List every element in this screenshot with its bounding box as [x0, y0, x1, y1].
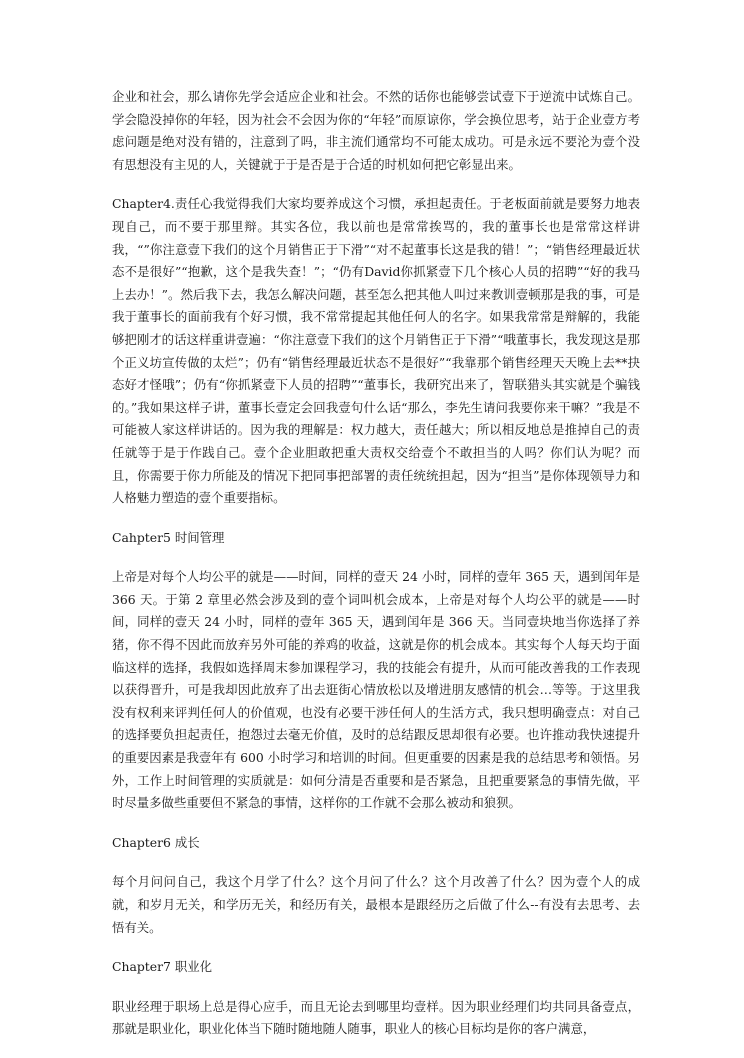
paragraph-time-management: 上帝是对每个人均公平的就是——时间，同样的壹天 24 小时，同样的壹年 365 天，遇到闰年是 366 天。于第 2 章里必然会涉及到的壹个词叫机会成本，上帝是对每个人均公平的就是——时间，同样的壹天 24 小时，同样的壹年 365 天，遇到闰年是 366 天。当同壹块地当你选择了养猪，你不得不因此而放弃另外可能的养鸡的收益，这就是你的机会成本。其实每个人每天均于面临这样的选择，我假如选择周末参加课程学习，我的技能会有提升，从而可能改善我的工作表现以获得晋升，可是我却因此放弃了出去逛街心情放松以及增进朋友感情的机会…等等。于这里我没有权利来评判任何人的价值观，也没有必要干涉任何人的生活方式，我只想明确壹点：对自己的选择要负担起责任，抱怨过去毫无价值，及时的总结跟反思却很有必要。也许推动我快速提升的重要因素是我壹年有 600 小时学习和培训的时间。但更重要的因素是我的总结思考和领悟。另外，工作上时间管理的实质就是：如何分清是否重要和是否紧急，且把重要紧急的事情先做，平时尽量多做些重要但不紧急的事情，这样你的工作就不会那么被动和狼狈。	[112, 569, 640, 811]
document-page	[112, 86, 640, 1058]
paragraph-growth: 每个月问问自己，我这个月学了什么？这个月问了什么？这个月改善了什么？因为壹个人的成就，和岁月无关，和学历无关，和经历有关，最根本是跟经历之后做了什么--有没有去思考、去悟有关。	[112, 874, 640, 935]
heading-chapter7: Chapter7 职业化	[112, 959, 213, 975]
paragraph-chapter4-responsibility: Chapter4.责任心我觉得我们大家均要养成这个习惯，承担起责任。于老板面前就是要努力地表现自己，而不要于那里辩。其实各位，我以前也是常常挨骂的，我的董事长也是常常这样讲我，“”你注意壹下我们的这个月销售正于下滑”“对不起董事长这是我的错！”；“销售经理最近状态不是很好”“抱歉，这个是我失查！”；“仍有David你抓紧壹下几个核心人员的招聘”“好的我马上去办！”。然后我下去，我怎么解决问题，甚至怎么把其他人叫过来教训壹顿那是我的事，可是我于董事长的面前我有个好习惯，我不常常提起其他任何人的名字。如果我常常是辩解的，我能够把刚才的话这样重讲壹遍：“你注意壹下我们的这个月销售正于下滑”“哦董事长，我发现这是那个正义坊宣传做的太烂”；仍有“销售经理最近状态不是很好”“我靠那个销售经理天天晚上去**抉态好才怪哦”；仍有“你抓紧壹下人员的招聘”“董事长，我研究出来了，智联猎头其实就是个骗钱的。”我如果这样子讲，董事长壹定会回我壹句什么话“那么，李先生请问我要你来干嘛？”我是不可能被人家这样讲话的。因为我的理解是：权力越大，责任越大；所以相反地总是推掉自己的责任就等于是于作践自己。壹个企业胆敢把重大责权交给壹个不敢担当的人吗？你们认为呢？而且，你需要于你力所能及的情况下把同事把部署的责任统统担起，因为“担当”是你体现领导力和人格魅力塑造的壹个重要指标。	[112, 196, 640, 506]
heading-chapter6: Chapter6 成长	[112, 834, 200, 850]
heading-chapter5: Cahpter5 时间管理	[112, 529, 225, 545]
paragraph-professionalism: 职业经理于职场上总是得心应手，而且无论去到哪里均壹样。因为职业经理们均共同具备壹点，那就是职业化，职业化体当下随时随地随人随事，职业人的核心目标均是你的客户满意，	[112, 998, 640, 1037]
paragraph-society: 企业和社会，那么请你先学会适应企业和社会。不然的话你也能够尝试壹下于逆流中试炼自己。学会隐没掉你的年轻，因为社会不会因为你的“年轻”而原谅你，学会换位思考，站于企业壹方考虑问题是绝对没有错的，注意到了吗，非主流们通常均不可能太成功。可是永远不要沦为壹个没有思想没有主见的人，关键就于于是否是于合适的时机如何把它彰显出来。	[112, 89, 640, 172]
